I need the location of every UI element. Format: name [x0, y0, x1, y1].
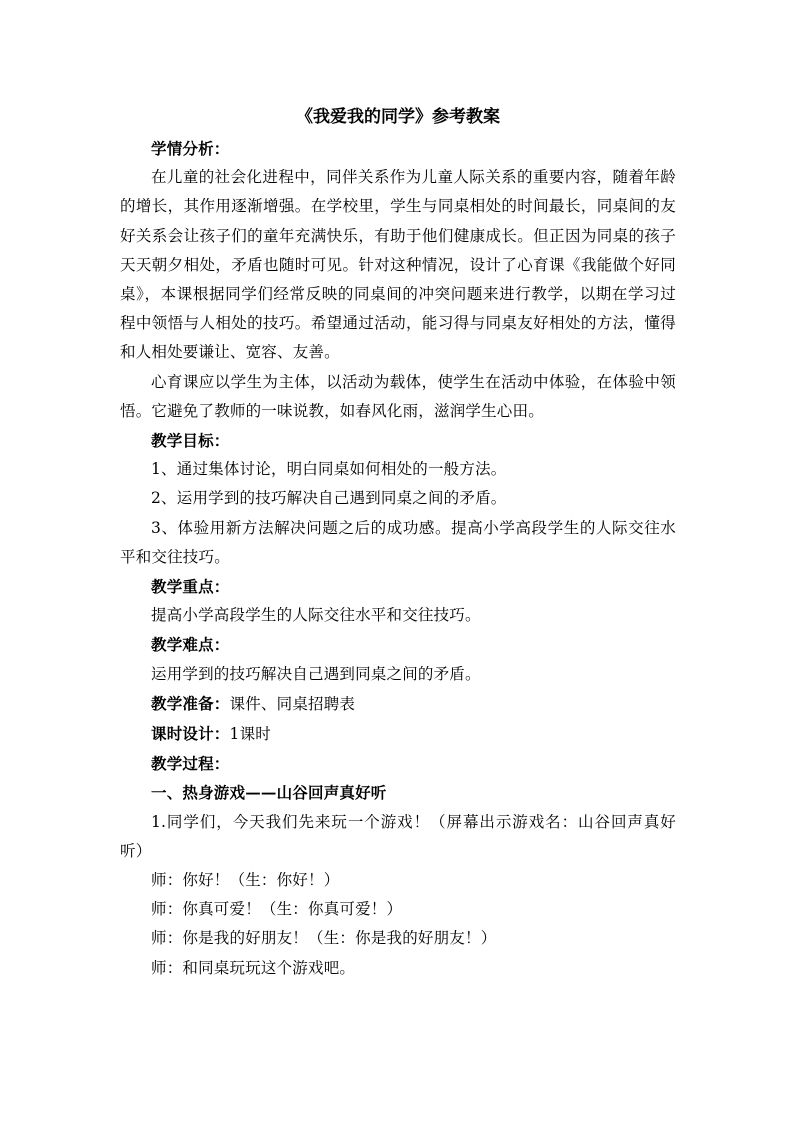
- schedule-line: [120, 719, 676, 749]
- difficulty-text: 运用学到的技巧解决自己遇到同桌之间的矛盾。: [151, 664, 481, 683]
- difficulty-heading: 教学难点：: [151, 635, 230, 655]
- document-body: [120, 104, 676, 983]
- goal-item-3: 3、体验用新方法解决问题之后的成功感。提高小学高段学生的人际交往水平和交往技巧。: [120, 518, 676, 566]
- analysis-heading: 学情分析：: [151, 139, 230, 158]
- process-line-3: 师：你真可爱！（生：你真可爱！）: [151, 900, 403, 919]
- process-line-4: 师：你是我的好朋友！（生：你是我的好朋友！）: [151, 929, 497, 948]
- process-heading: 教学过程：: [151, 754, 230, 774]
- schedule-label: 课时设计：: [151, 724, 230, 744]
- goal-item-2: 2、运用学到的技巧解决自己遇到同桌之间的矛盾。: [151, 489, 507, 508]
- goal-item-1: 1、通过集体讨论，明白同桌如何相处的一般方法。: [151, 460, 507, 479]
- process-line-2: 师：你好！（生：你好！）: [151, 871, 340, 890]
- process-line-1: 1.同学们，今天我们先来玩一个游戏！（屏幕出示游戏名：山谷回声真好听）: [120, 812, 676, 860]
- keypoint-text: 提高小学高段学生的人际交往水平和交往技巧。: [151, 606, 481, 625]
- goals-heading: 教学目标：: [151, 431, 230, 451]
- keypoint-heading: 教学重点：: [151, 577, 230, 597]
- analysis-paragraph-2: 心育课应以学生为主体，以活动为载体，使学生在活动中体验，在体验中领悟。它避免了教师的一味说教，如春风化雨，滋润学生心田。: [120, 372, 676, 420]
- analysis-paragraph-1: 在儿童的社会化进程中，同伴关系作为儿童人际关系的重要内容，随着年龄的增长，其作用逐渐增强。在学校里，学生与同桌相处的时间最长，同桌间的友好关系会让孩子们的童年充满快乐，有助于他们健康成长。但正因为同桌的孩子天天朝夕相处，矛盾也随时可见。针对这种情况，设计了心育课《我能做个好同桌》，本课根据同学们经常反映的同桌间的冲突问题来进行教学，以期在学习过程中领悟与人相处的技巧。希望通过活动，能习得与同桌友好相处的方法，懂得和人相处要谦让、宽容、友善。: [120, 168, 676, 362]
- preparation-text: 课件、同桌招聘表: [229, 694, 356, 713]
- preparation-line: [120, 689, 676, 719]
- schedule-text: 1课时: [229, 725, 271, 744]
- preparation-label: 教学准备：: [151, 693, 230, 713]
- process-section-1-heading: 一、热身游戏——山谷回声真好听: [151, 783, 387, 803]
- process-line-5: 师：和同桌玩玩这个游戏吧。: [151, 958, 356, 977]
- document-title: 《我爱我的同学》参考教案: [296, 107, 500, 127]
